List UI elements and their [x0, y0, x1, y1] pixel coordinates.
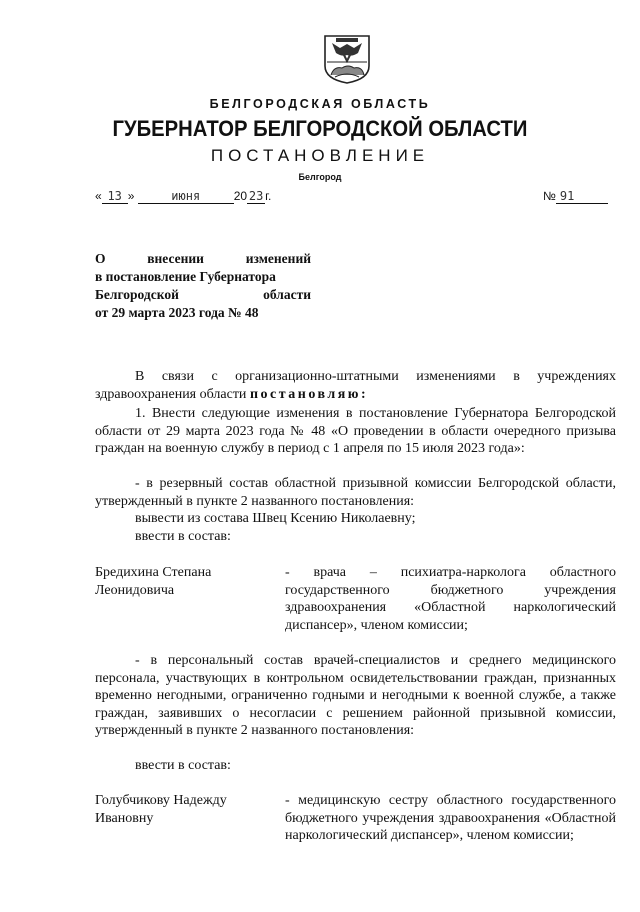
subject-line-3: Белгородской области: [95, 287, 311, 302]
remove-member-line: вывести из состава Швец Ксению Николаевну;: [135, 511, 416, 526]
person-1-role: - врача – психиатра-нарколога областного государственного бюджетного учреждения здравоохранения «Областной наркологический диспансер», членом комиссии;: [285, 565, 616, 633]
subject-line-2: в постановление Губернатора: [95, 269, 276, 284]
quote-open: «: [95, 189, 102, 203]
date-year: 23: [248, 189, 264, 203]
region-title: БЕЛГОРОДСКАЯ ОБЛАСТЬ: [209, 97, 431, 111]
item-1-paragraph: 1. Внести следующие изменения в постановление Губернатора Белгородской области от 29 марта 2023 года № 48 «О проведении в области очередного призыва граждан на военную службу в период с 1 апреля по 15 июля 2023 года»:: [95, 406, 616, 456]
coat-of-arms-emblem: [322, 33, 372, 85]
reserve-commission-paragraph: - в резервный состав областной призывной комиссии Белгородской области, утвержденный в пункте 2 названного постановления:: [95, 476, 616, 509]
decree-verb: постановляю:: [249, 386, 369, 402]
decree-subject: [95, 250, 311, 322]
preamble-text: В связи с организационно-штатными изменениями в учреждениях здравоохранения области: [95, 369, 616, 402]
year-abbr: г.: [265, 189, 272, 203]
subject-line-4: от 29 марта 2023 года № 48: [95, 305, 259, 320]
specialists-paragraph: - в персональный состав врачей-специалистов и среднего медицинского персонала, участвующих в контрольном освидетельствовании граждан, признанных временно негодными, ограниченно годными и негодными к военной службе, а также граждан, заявивших о несогласии с решением районной призывной комиссии, утвержденный в пункте 2 названного постановления:: [95, 653, 616, 738]
decree-title: ПОСТАНОВЛЕНИЕ: [210, 146, 430, 165]
person-2-role: - медицинскую сестру областного государственного бюджетного учреждения здравоохранения «Областной наркологический диспансер», членом комиссии;: [285, 793, 616, 843]
subject-line-1: О внесении изменений: [95, 251, 311, 266]
add-member-line-1: ввести в состав:: [135, 529, 231, 544]
preamble-paragraph: [95, 368, 616, 403]
year-prefix: 20: [233, 189, 248, 203]
add-member-line-2: ввести в состав:: [135, 758, 231, 773]
decree-number: [543, 189, 608, 204]
quote-close: »: [127, 189, 135, 203]
decree-date: [95, 189, 271, 204]
city-name: Белгород: [298, 172, 342, 182]
governor-title: ГУБЕРНАТОР БЕЛГОРОДСКОЙ ОБЛАСТИ: [112, 116, 528, 141]
date-month: июня: [138, 190, 234, 204]
number-value: 91: [556, 190, 608, 204]
date-day: 13: [102, 190, 128, 204]
number-label: №: [543, 189, 556, 203]
person-2-name: Голубчикову Надежду Ивановну: [95, 793, 227, 826]
person-1-name: Бредихина Степана Леонидовича: [95, 565, 212, 598]
